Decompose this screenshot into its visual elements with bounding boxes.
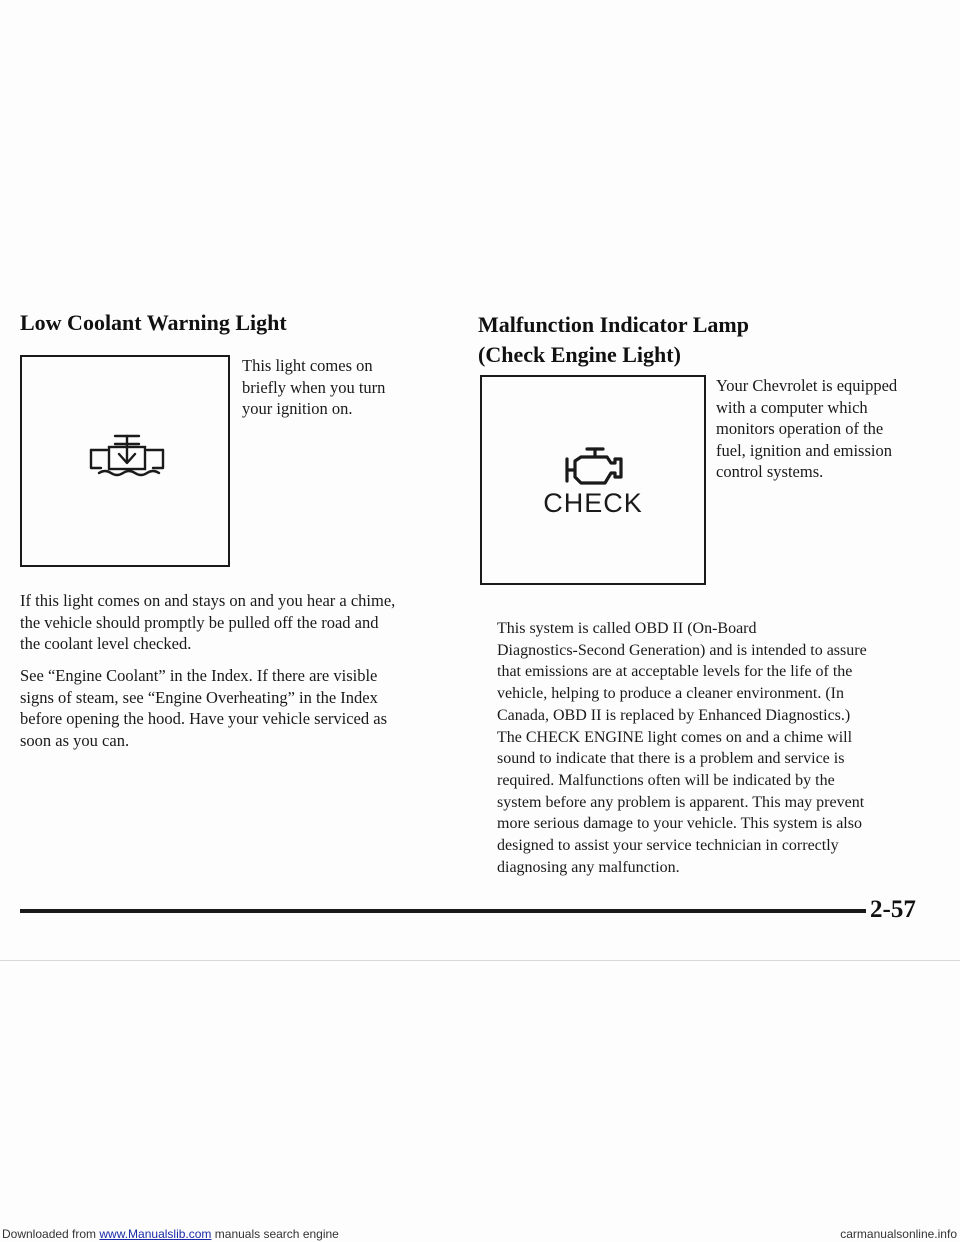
text-line: briefly when you turn bbox=[242, 377, 386, 397]
text-line: Diagnostics-Second Generation) and is intended to assure bbox=[497, 641, 867, 659]
text-line: the coolant level checked. bbox=[20, 634, 192, 654]
text-line: before opening the hood. Have your vehicle serviced as bbox=[20, 709, 387, 729]
coolant-paragraph-see-index bbox=[20, 665, 387, 751]
text-line: signs of steam, see “Engine Overheating” in the Index bbox=[20, 687, 378, 707]
text-line: the vehicle should promptly be pulled off the road and bbox=[20, 612, 379, 632]
text-line: system before any problem is apparent. This may prevent bbox=[497, 793, 865, 811]
coolant-level-icon bbox=[85, 432, 169, 483]
text-line: monitors operation of the bbox=[716, 419, 884, 439]
text-line: fuel, ignition and emission bbox=[716, 440, 892, 460]
low-coolant-heading: Low Coolant Warning Light bbox=[20, 310, 287, 335]
text-line: required. Malfunctions often will be indicated by the bbox=[497, 771, 835, 789]
text-line: that emissions are at acceptable levels for the life of the bbox=[497, 663, 853, 681]
text-line: Your Chevrolet is equipped bbox=[716, 376, 898, 395]
text-line: with a computer which bbox=[716, 397, 868, 417]
obd-ii-paragraph bbox=[497, 618, 867, 878]
coolant-paragraph-chime bbox=[20, 590, 395, 655]
text-line: sound to indicate that there is a problem and service is bbox=[497, 750, 845, 768]
text-line: designed to assist your service technician in correctly bbox=[497, 837, 839, 855]
text-line: This system is called OBD II (On-Board bbox=[497, 620, 757, 637]
page-number: 2-57 bbox=[870, 896, 916, 923]
malfunction-lamp-heading bbox=[478, 310, 749, 370]
faint-scan-line bbox=[0, 960, 960, 961]
heading-line: Malfunction Indicator Lamp bbox=[478, 312, 749, 337]
page-divider-rule bbox=[20, 909, 866, 913]
download-source bbox=[2, 1227, 339, 1242]
check-engine-caption bbox=[716, 375, 897, 483]
heading-line: (Check Engine Light) bbox=[478, 342, 681, 367]
text-line: See “Engine Coolant” in the Index. If there are visible bbox=[20, 666, 378, 685]
coolant-light-caption bbox=[242, 355, 385, 420]
text-line: more serious damage to your vehicle. This system is also bbox=[497, 815, 862, 833]
watermark-text: carmanualsonline.info bbox=[840, 1227, 957, 1241]
manualslib-link[interactable]: www.Manualslib.com bbox=[99, 1227, 212, 1241]
coolant-warning-light-box bbox=[20, 355, 230, 567]
check-engine-light-box bbox=[480, 375, 706, 585]
text-line: control systems. bbox=[716, 462, 824, 482]
text-line: vehicle, helping to produce a cleaner environment. (In bbox=[497, 685, 844, 703]
text-line: diagnosing any malfunction. bbox=[497, 858, 680, 876]
text-line: This light comes on bbox=[242, 356, 373, 375]
text-line: The CHECK ENGINE light comes on and a chime will bbox=[497, 728, 853, 746]
text-line: If this light comes on and stays on and you hear a chime, bbox=[20, 591, 396, 610]
text-line: your ignition on. bbox=[242, 399, 353, 419]
download-suffix: manuals search engine bbox=[211, 1227, 339, 1241]
download-prefix: Downloaded from bbox=[2, 1227, 100, 1241]
download-footer bbox=[0, 1227, 960, 1242]
check-label: CHECK bbox=[543, 488, 643, 518]
text-line: Canada, OBD II is replaced by Enhanced Diagnostics.) bbox=[497, 706, 851, 724]
text-line: soon as you can. bbox=[20, 730, 130, 750]
